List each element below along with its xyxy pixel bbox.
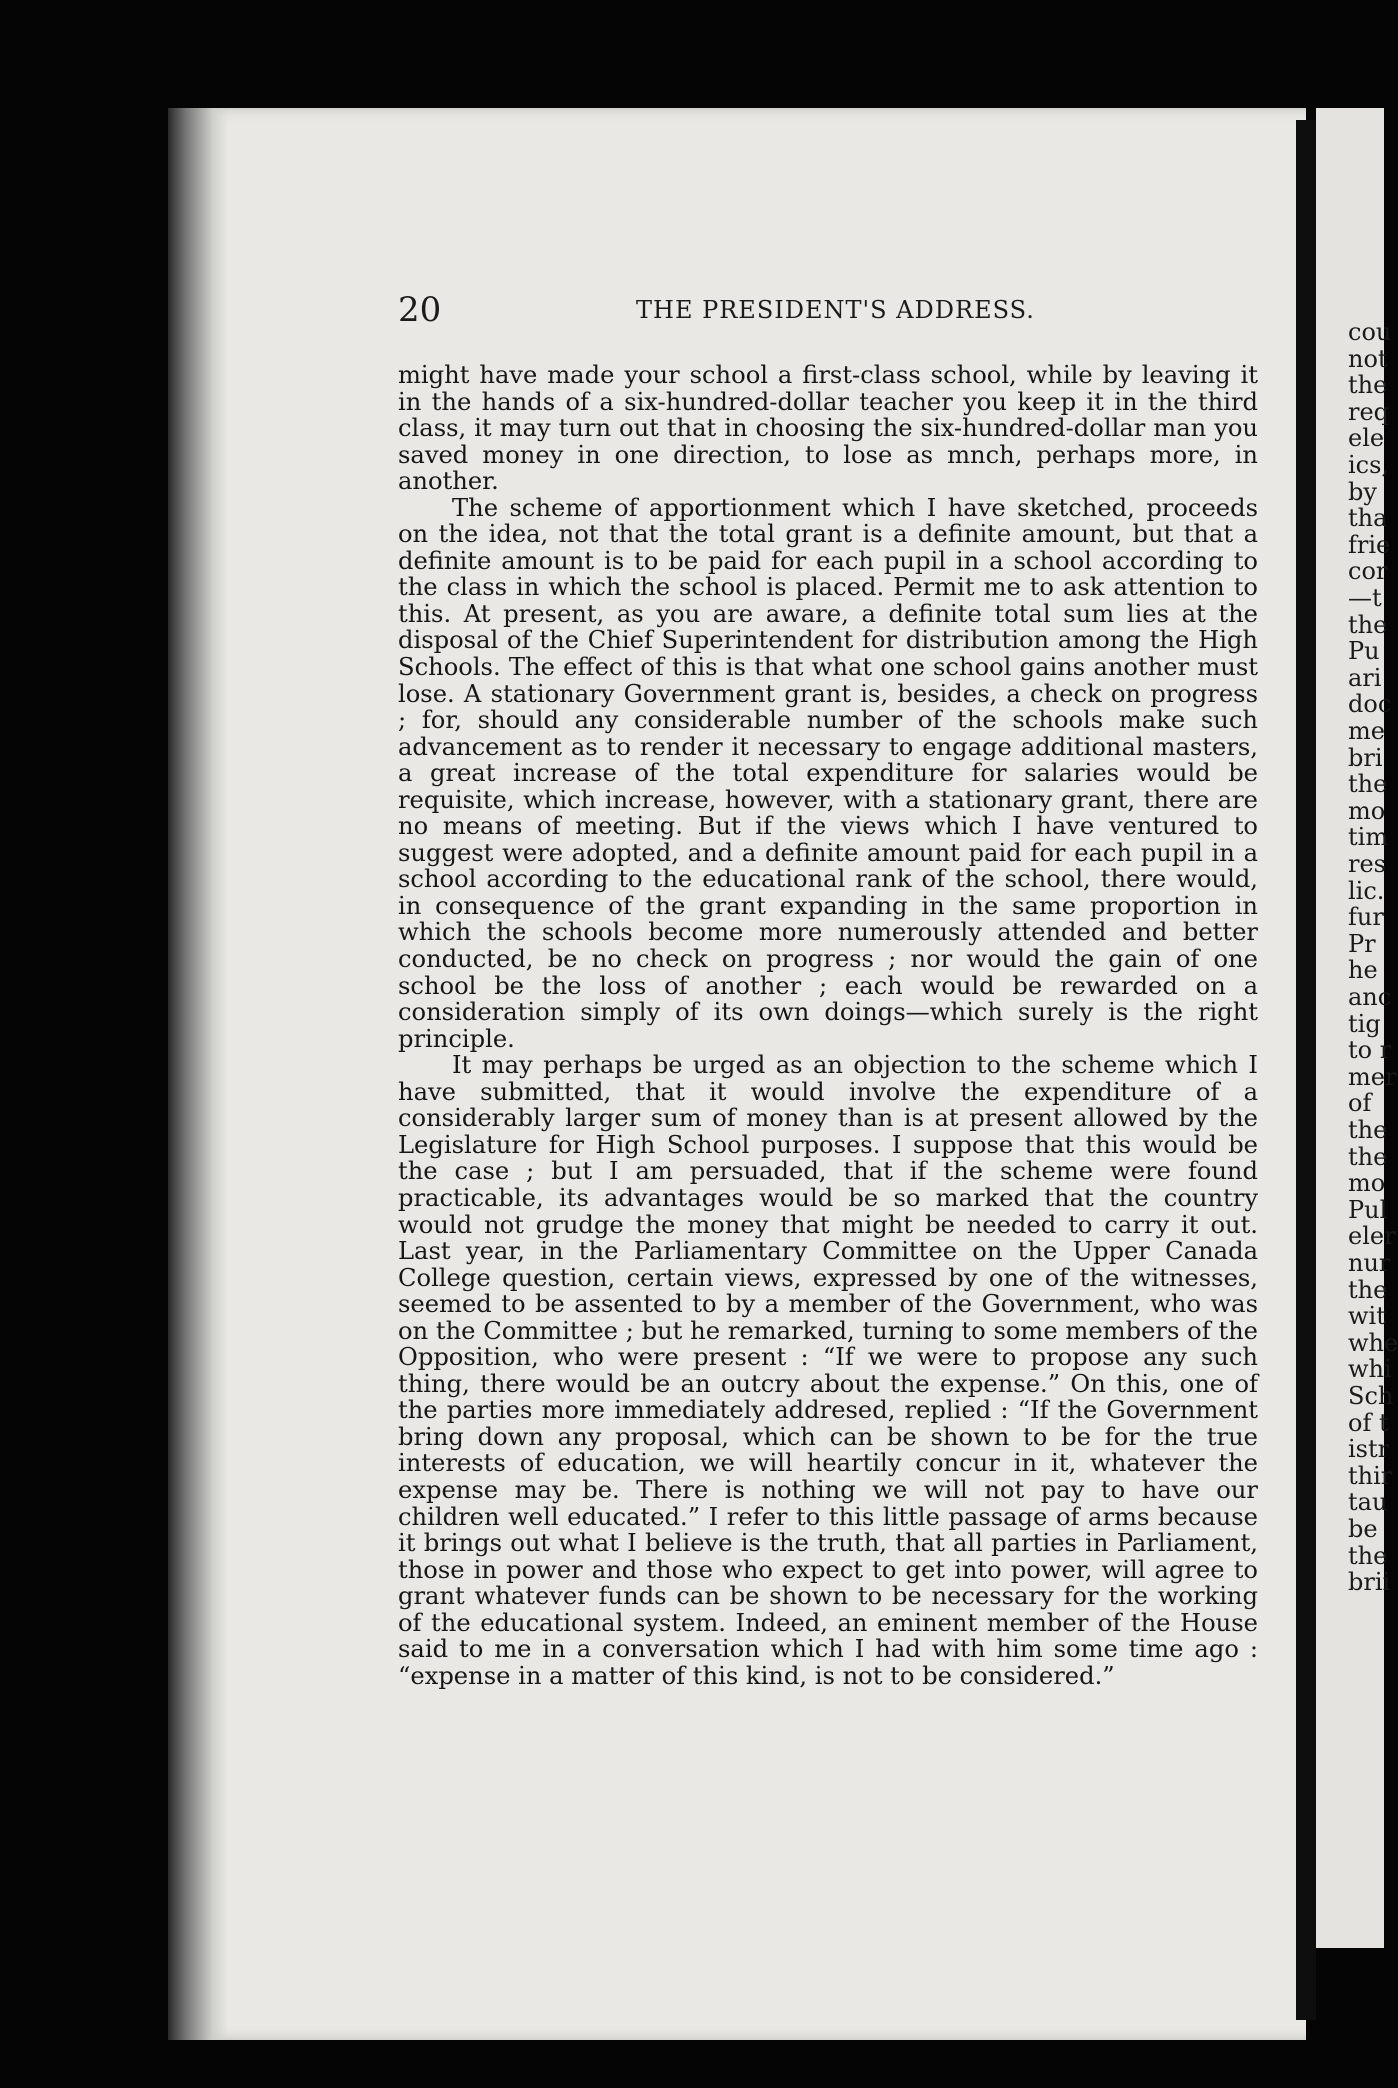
facing-page-fragment: of [1348, 1089, 1372, 1118]
running-header [398, 290, 1270, 330]
facing-page-fragment: be [1348, 1515, 1378, 1543]
facing-page-fragment: the [1348, 1116, 1388, 1144]
facing-page-fragment: req [1348, 397, 1390, 426]
facing-page-fragment: tha [1348, 504, 1388, 533]
facing-page-fragment: istr [1348, 1435, 1390, 1464]
facing-page-fragment: lic. [1348, 876, 1385, 905]
facing-page-fragment: fur [1348, 903, 1384, 932]
facing-page-fragment: wit [1348, 1302, 1386, 1331]
facing-page-fragment: whe [1348, 1328, 1398, 1357]
facing-page-fragment: anc [1348, 983, 1392, 1011]
facing-page-fragment: he [1348, 956, 1378, 985]
facing-page-fragment: ics, [1348, 451, 1390, 479]
facing-page-fragment: Pul [1348, 1195, 1388, 1224]
facing-page-fragment: the [1348, 1275, 1388, 1304]
facing-page-fragment: ari [1348, 663, 1382, 692]
facing-page-fragment: the [1348, 1142, 1388, 1171]
facing-page-fragment: res [1348, 850, 1386, 878]
paragraph-objection: It may perhaps be urged as an objection to the scheme which I have submitted, that it would involve the expenditure of a considerably larger sum of money than is at present allowed by the Legislature for High School purposes. I suppose that this would be the case ; but I am persuaded, that if the scheme were found practicable, its advantages would be so marked that the country would not grudge the money that might be needed to carry it out. Last year, in the Parliamentary Committee on the Upper Canada College question, certain views, expressed by one of the witnesses, seemed to be assented to by a member of the Government, who was on the Committee ; but he remarked, turning to some members of the Opposition, who were present : “If we were to propose any such thing, there would be an outcry about the expense.” On this, one of the parties more immediately addresed, replied : “If the Government bring down any proposal, which can be shown to be for the true interests of education, we will heartily concur in it, whatever the expense may be. There is nothing we will not pay to have our children well educated.” I refer to this little passage of arms because it brings out what I believe is the truth, that all parties in Parliament, those in power and those who expect to get into power, will agree to grant whatever funds can be shown to be necessary for the working of the educational system. Indeed, an eminent member of the House said to me in a conversation which I had with him some time ago : “expense in a matter of this kind, is not to be considered.” [398, 1051, 1258, 1690]
facing-page-fragment: the [1348, 1541, 1388, 1570]
facing-page-fragment: the [1348, 610, 1388, 639]
facing-page-fragment: Pu [1348, 637, 1380, 666]
facing-page-fragment: not [1348, 344, 1388, 373]
facing-page-fragment: Pr [1348, 929, 1376, 958]
facing-page-fragment: tau [1348, 1488, 1388, 1517]
page-gutter-shadow [168, 108, 228, 2040]
facing-page-fragment: the [1348, 770, 1388, 799]
facing-page-fragment: eler [1348, 1222, 1396, 1251]
facing-page-edge [1316, 108, 1398, 1948]
facing-page-fragment: cou [1348, 318, 1392, 346]
facing-page-fragment: bri [1348, 743, 1383, 772]
facing-page-fragment: to r [1348, 1036, 1392, 1065]
body-text [398, 362, 1258, 1689]
facing-page-fragment: whi [1348, 1355, 1392, 1384]
facing-page-fragment: —t [1348, 584, 1382, 612]
facing-page-fragment: brii [1348, 1568, 1391, 1597]
facing-page-fragment: tim [1348, 823, 1389, 852]
facing-page-fragment: mo [1348, 1169, 1386, 1198]
facing-page-fragment: ele [1348, 424, 1385, 453]
facing-page-fragment: nur [1348, 1249, 1391, 1277]
facing-page-fragment: of t [1348, 1408, 1389, 1437]
paragraph-apportionment: The scheme of apportionment which I have sketched, proceeds on the idea, not that the total grant is a definite amount, but that a definite amount is to be paid for each pupil in a school according to the class in which the school is placed. Permit me to ask attention to this. At present, as you are aware, a definite total sum lies at the disposal of the Chief Superintendent for distribution among the High Schools. The effect of this is that what one school gains another must lose. A stationary Government grant is, besides, a check on progress ; for, should any considerable number of the schools make such advancement as to render it necessary to engage additional masters, a great increase of the total expenditure for salaries would be requisite, which increase, however, with a stationary grant, there are no means of meeting. But if the views which I have ventured to suggest were adopted, and a definite amount paid for each pupil in a school according to the educational rank of the school, there would, in consequence of the grant expanding in the same proportion in which the schools become more numerously attended and better conducted, be no check on progress ; nor would the gain of one school be the loss of another ; each would be rewarded on a consideration simply of its own doings—which surely is the right principle. [398, 493, 1258, 1053]
facing-page-fragment: doc [1348, 690, 1392, 719]
facing-page-fragment: cor [1348, 557, 1388, 586]
running-title: THE PRESIDENT'S ADDRESS. [636, 296, 1035, 324]
page-number: 20 [398, 290, 442, 330]
facing-page-fragment: the [1348, 371, 1388, 400]
facing-page-fragment: mo [1348, 796, 1386, 825]
paragraph-continued: might have made your school a first-class school, while by leaving it in the hands of a six-hundred-dollar teacher you keep it in the third class, it may turn out that in choosing the six-hundred-dollar man you saved money in one direction, to lose as mnch, perhaps more, in another. [398, 361, 1258, 496]
facing-page-fragment: me [1348, 717, 1385, 745]
facing-page-fragment: mer [1348, 1062, 1397, 1091]
book-spine [1296, 120, 1316, 2020]
facing-page-fragment: by [1348, 477, 1377, 506]
facing-page-fragment: frie [1348, 530, 1391, 559]
facing-page-fragment: tig [1348, 1009, 1381, 1038]
facing-page-fragment: thir [1348, 1461, 1393, 1490]
facing-page-fragment: Sch [1348, 1382, 1394, 1410]
